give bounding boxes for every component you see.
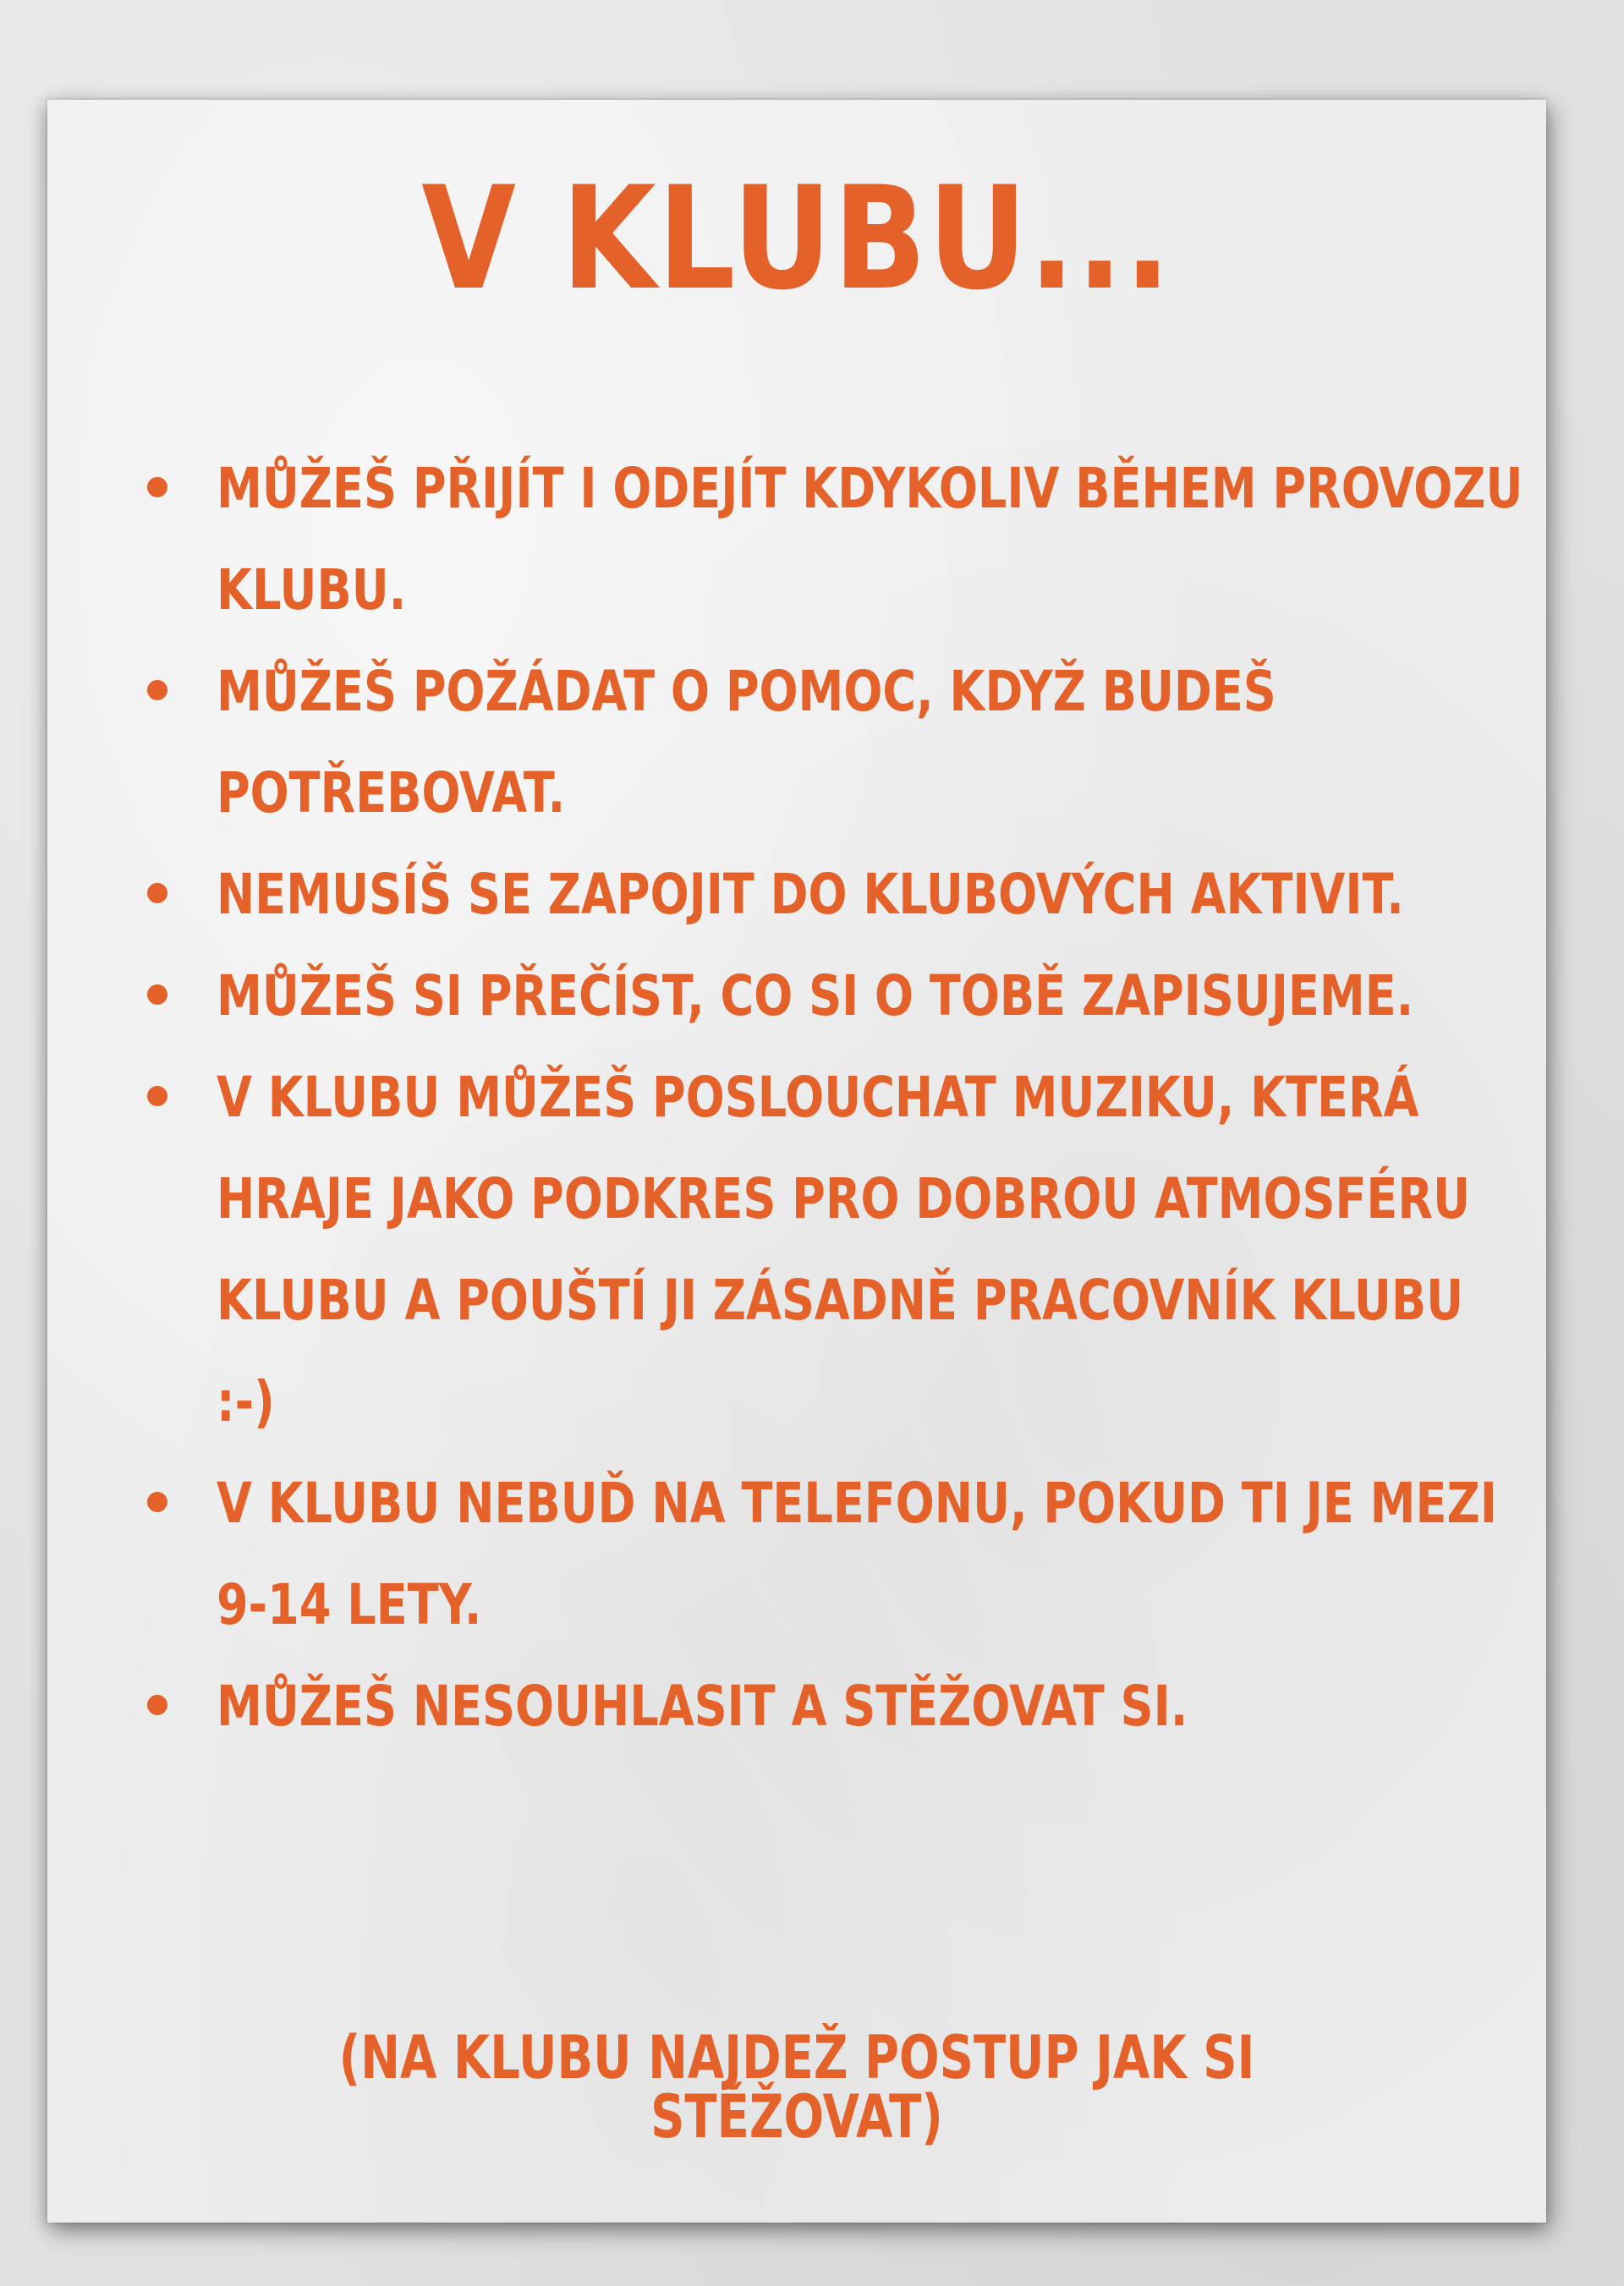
- list-item: [217, 1656, 1612, 1757]
- list-item: [217, 438, 1612, 641]
- list-item: [217, 946, 1612, 1047]
- rule-text: V KLUBU MŮŽEŠ POSLOUCHAT MUZIKU, KTERÁ HRAJE JAKO PODKRES PRO DOBROU ATMOSFÉRU KLUBU A POUŠTÍ JI ZÁSADNĚ PRACOVNÍK KLUBU :-): [217, 1065, 1471, 1434]
- list-item: [217, 641, 1612, 844]
- rules-list: [217, 438, 1612, 1757]
- rule-text: MŮŽEŠ NESOUHLASIT A STĚŽOVAT SI.: [217, 1674, 1188, 1739]
- poster-title: V KLUBU...: [421, 156, 1172, 321]
- bullet-dot-icon: [147, 883, 167, 903]
- list-item: [217, 1047, 1612, 1453]
- bullet-dot-icon: [147, 984, 167, 1005]
- bullet-dot-icon: [147, 477, 167, 497]
- rule-text: V KLUBU NEBUĎ NA TELEFONU, POKUD TI JE MEZI 9-14 LETY.: [217, 1471, 1497, 1637]
- complaint-note: (NA KLUBU NAJDEŽ POSTUP JAK SI STĚŽOVAT): [338, 2023, 1255, 2152]
- bullet-dot-icon: [147, 680, 167, 700]
- rule-text: MŮŽEŠ SI PŘEČÍST, CO SI O TOBĚ ZAPISUJEME.: [217, 963, 1414, 1028]
- list-item: [217, 844, 1612, 946]
- rule-text: MŮŽEŠ PŘIJÍT I ODEJÍT KDYKOLIV BĚHEM PROVOZU KLUBU.: [217, 456, 1523, 622]
- list-item: [217, 1453, 1612, 1656]
- bullet-dot-icon: [147, 1695, 167, 1715]
- bullet-dot-icon: [147, 1492, 167, 1512]
- bullet-dot-icon: [147, 1086, 167, 1106]
- paper-sheet: [47, 100, 1546, 2223]
- rule-text: MŮŽEŠ POŽÁDAT O POMOC, KDYŽ BUDEŠ POTŘEBOVAT.: [217, 659, 1276, 825]
- rule-text: NEMUSÍŠ SE ZAPOJIT DO KLUBOVÝCH AKTIVIT.: [217, 862, 1404, 927]
